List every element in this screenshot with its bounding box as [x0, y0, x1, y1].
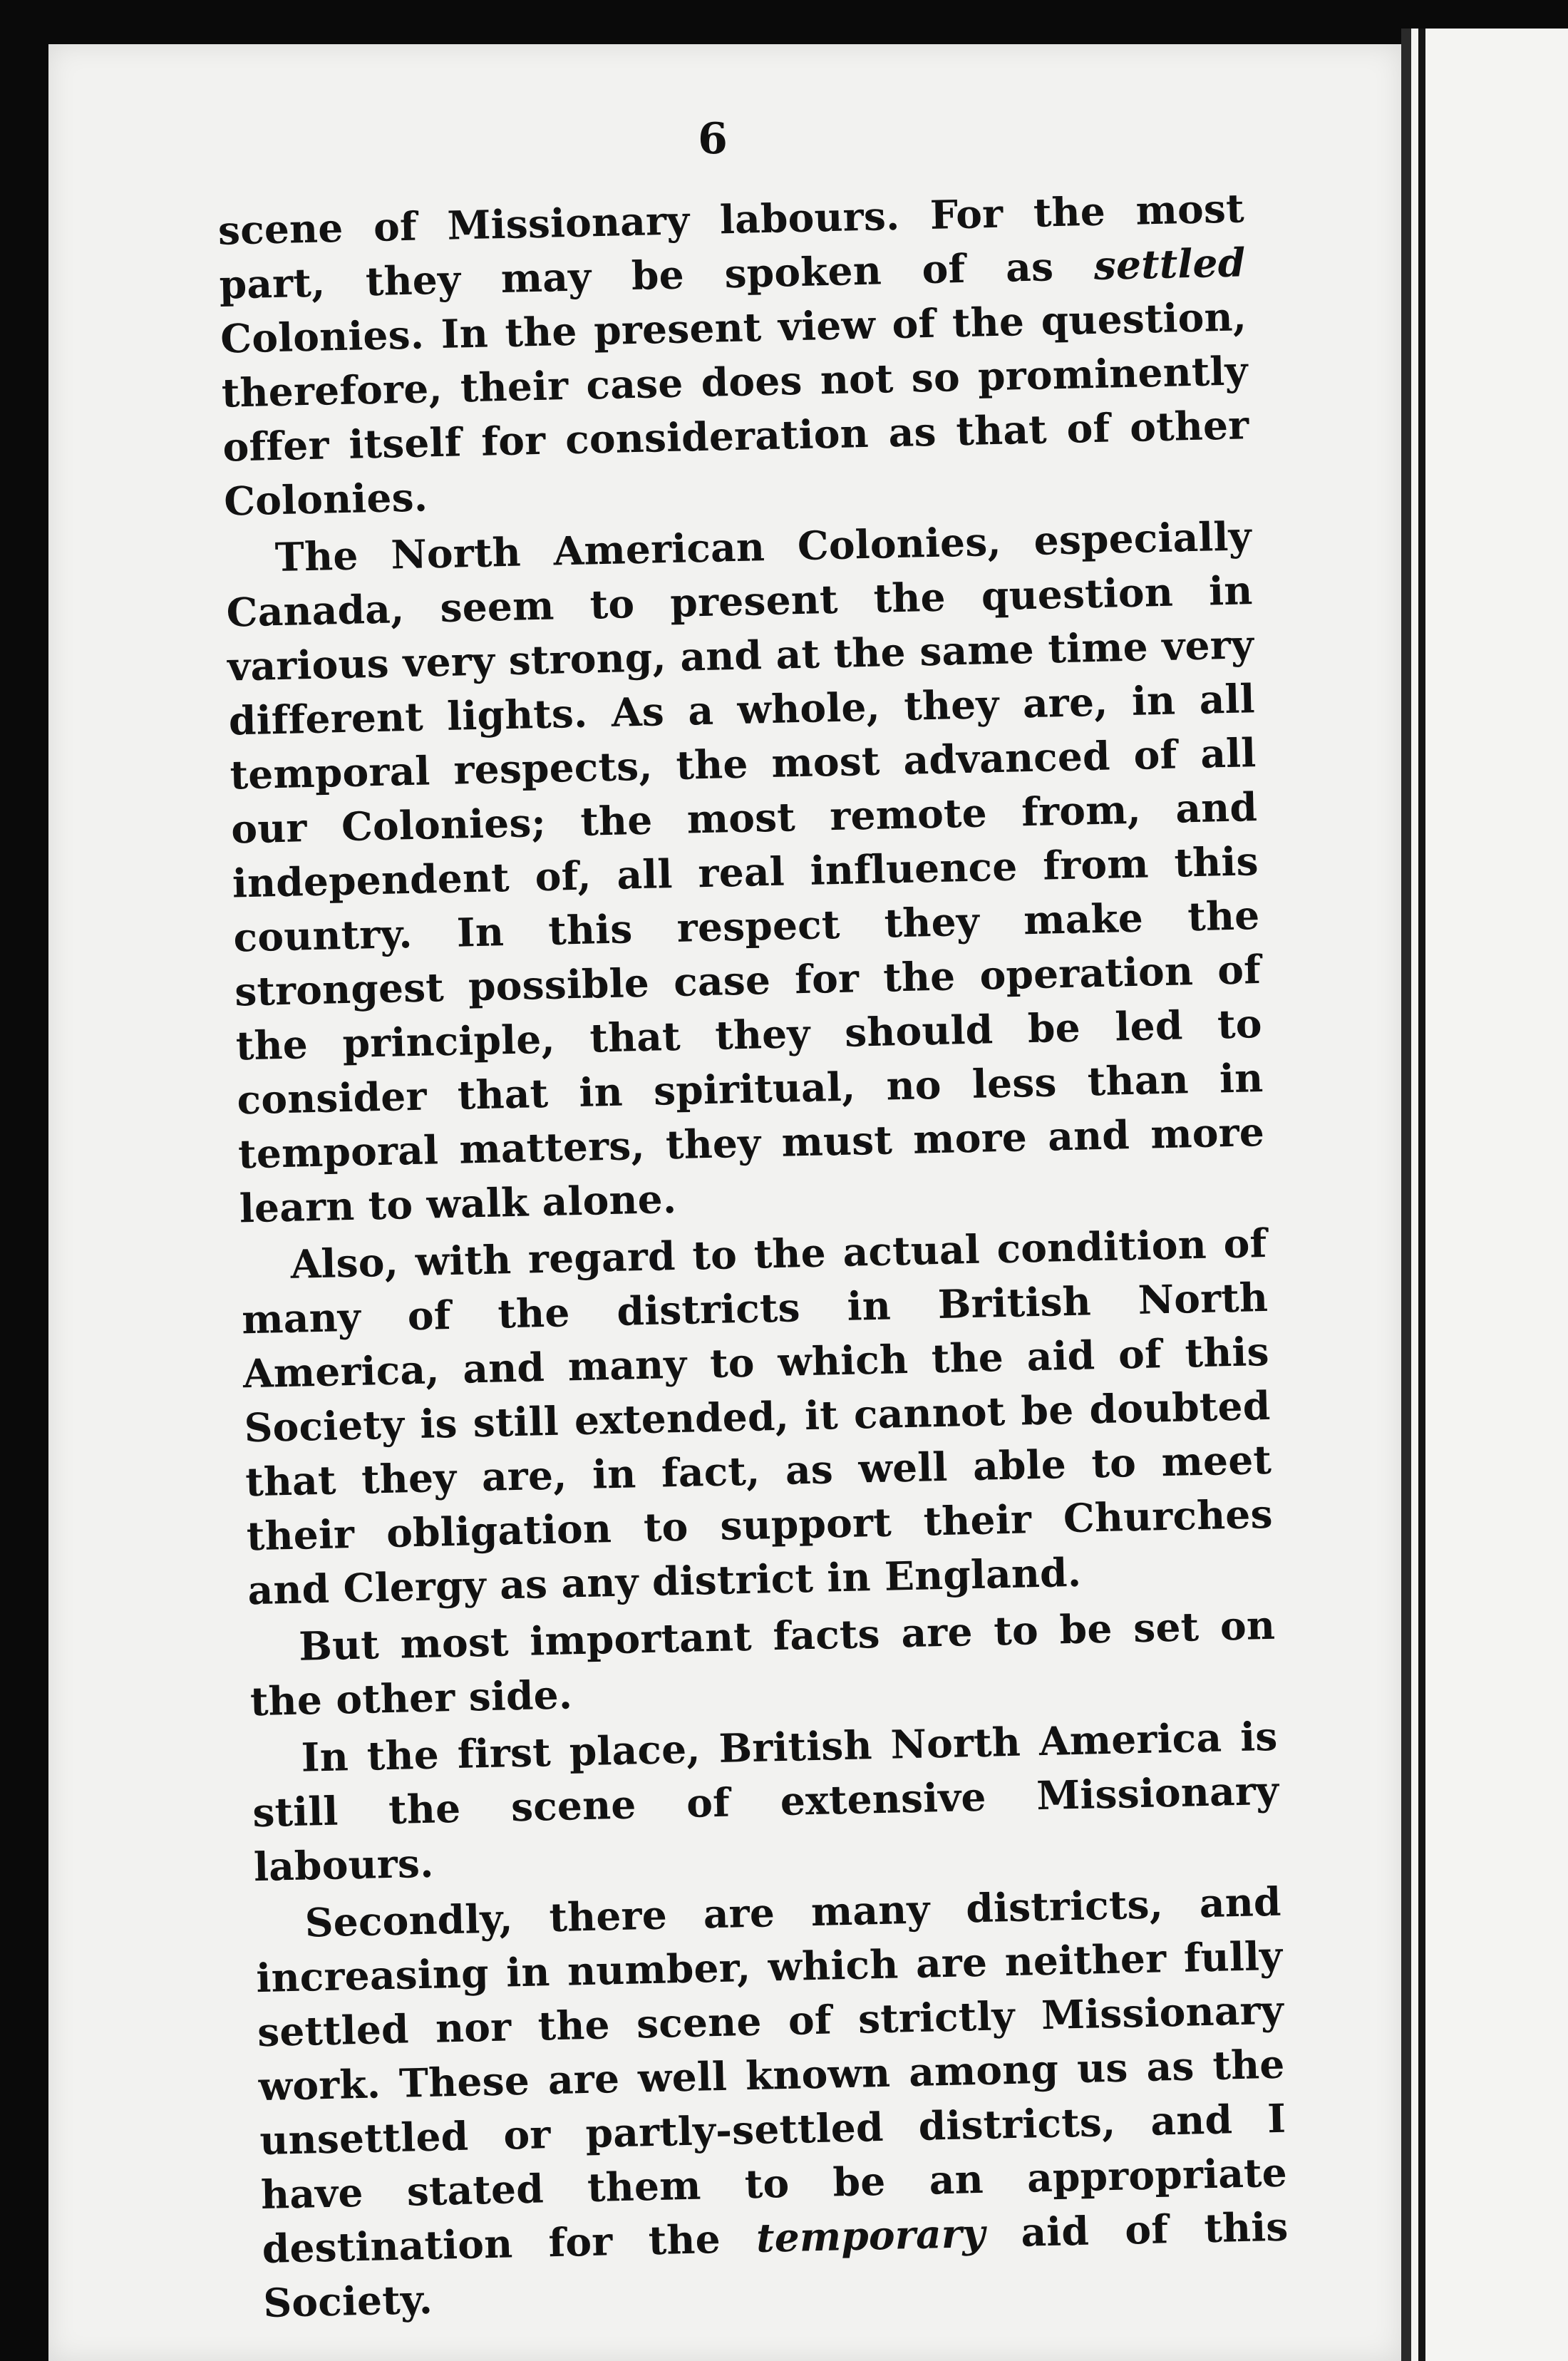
paragraph-3: [240, 1216, 1274, 1617]
paragraph-1-text: scene of Missionary labours. For the most part, they may be spoken of as: [217, 185, 1245, 308]
paragraph-6-italic-temporary: temporary: [755, 2209, 986, 2261]
paragraph-2: [225, 509, 1266, 1235]
paragraph-1: [217, 181, 1251, 528]
paragraph-5: [251, 1709, 1281, 1894]
paragraph-3-text: Also, with regard to the actual condition of many of the districts in British North America, and many to which the aid of this Society is still extended, it cannot be doubted that they are, in fact, as well able to meet their obligation to support their Churches and Clergy as any district in England.: [241, 1219, 1274, 1614]
paragraph-6: [254, 1875, 1290, 2330]
paragraph-4-text: But most important facts are to be set on the other side.: [249, 1601, 1276, 1725]
scan-border-top: [0, 0, 1568, 50]
paragraph-6-text-continued: aid of this Society.: [262, 2203, 1289, 2326]
page-edge-shadow: [1401, 29, 1411, 2361]
paragraph-1-italic-settled: settled: [1093, 239, 1247, 289]
paragraph-5-text: In the first place, British North America is still the scene of extensive Missionary labours.: [252, 1712, 1279, 1891]
paragraph-6-text: Secondly, there are many districts, and increasing in number, which are neither fully settled nor the scene of strictly Missionary work. These are well known among us as the unsettled or partly-settled districts, and I have stated them to be an appropriate destination for the: [255, 1878, 1288, 2273]
paragraph-1-text-continued: Colonies. In the present view of the question, therefore, their case does not so prominently offer itself for consideration as that of other Colonies.: [220, 293, 1249, 525]
body-text: [217, 181, 1289, 2326]
paragraph-2-text: The North American Colonies, especially Canada, seem to present the question in various very strong, and at the same time very different lights. As a whole, they are, in all temporal respects, the most advanced of all our Colonies; the most remote from, and independent of, all real influence from this country. In this respect they make the strongest possible case for the operation of the principle, that they should be led to consider that in spiritual, no less than in temporal matters, they must more and more learn to walk alone.: [225, 513, 1265, 1232]
facing-page-sliver: [1411, 29, 1568, 2361]
scan-border-left: [0, 0, 48, 2361]
binding-gutter: [1418, 29, 1425, 2361]
page-number: 6: [698, 114, 728, 164]
paragraph-4: [249, 1598, 1277, 1729]
